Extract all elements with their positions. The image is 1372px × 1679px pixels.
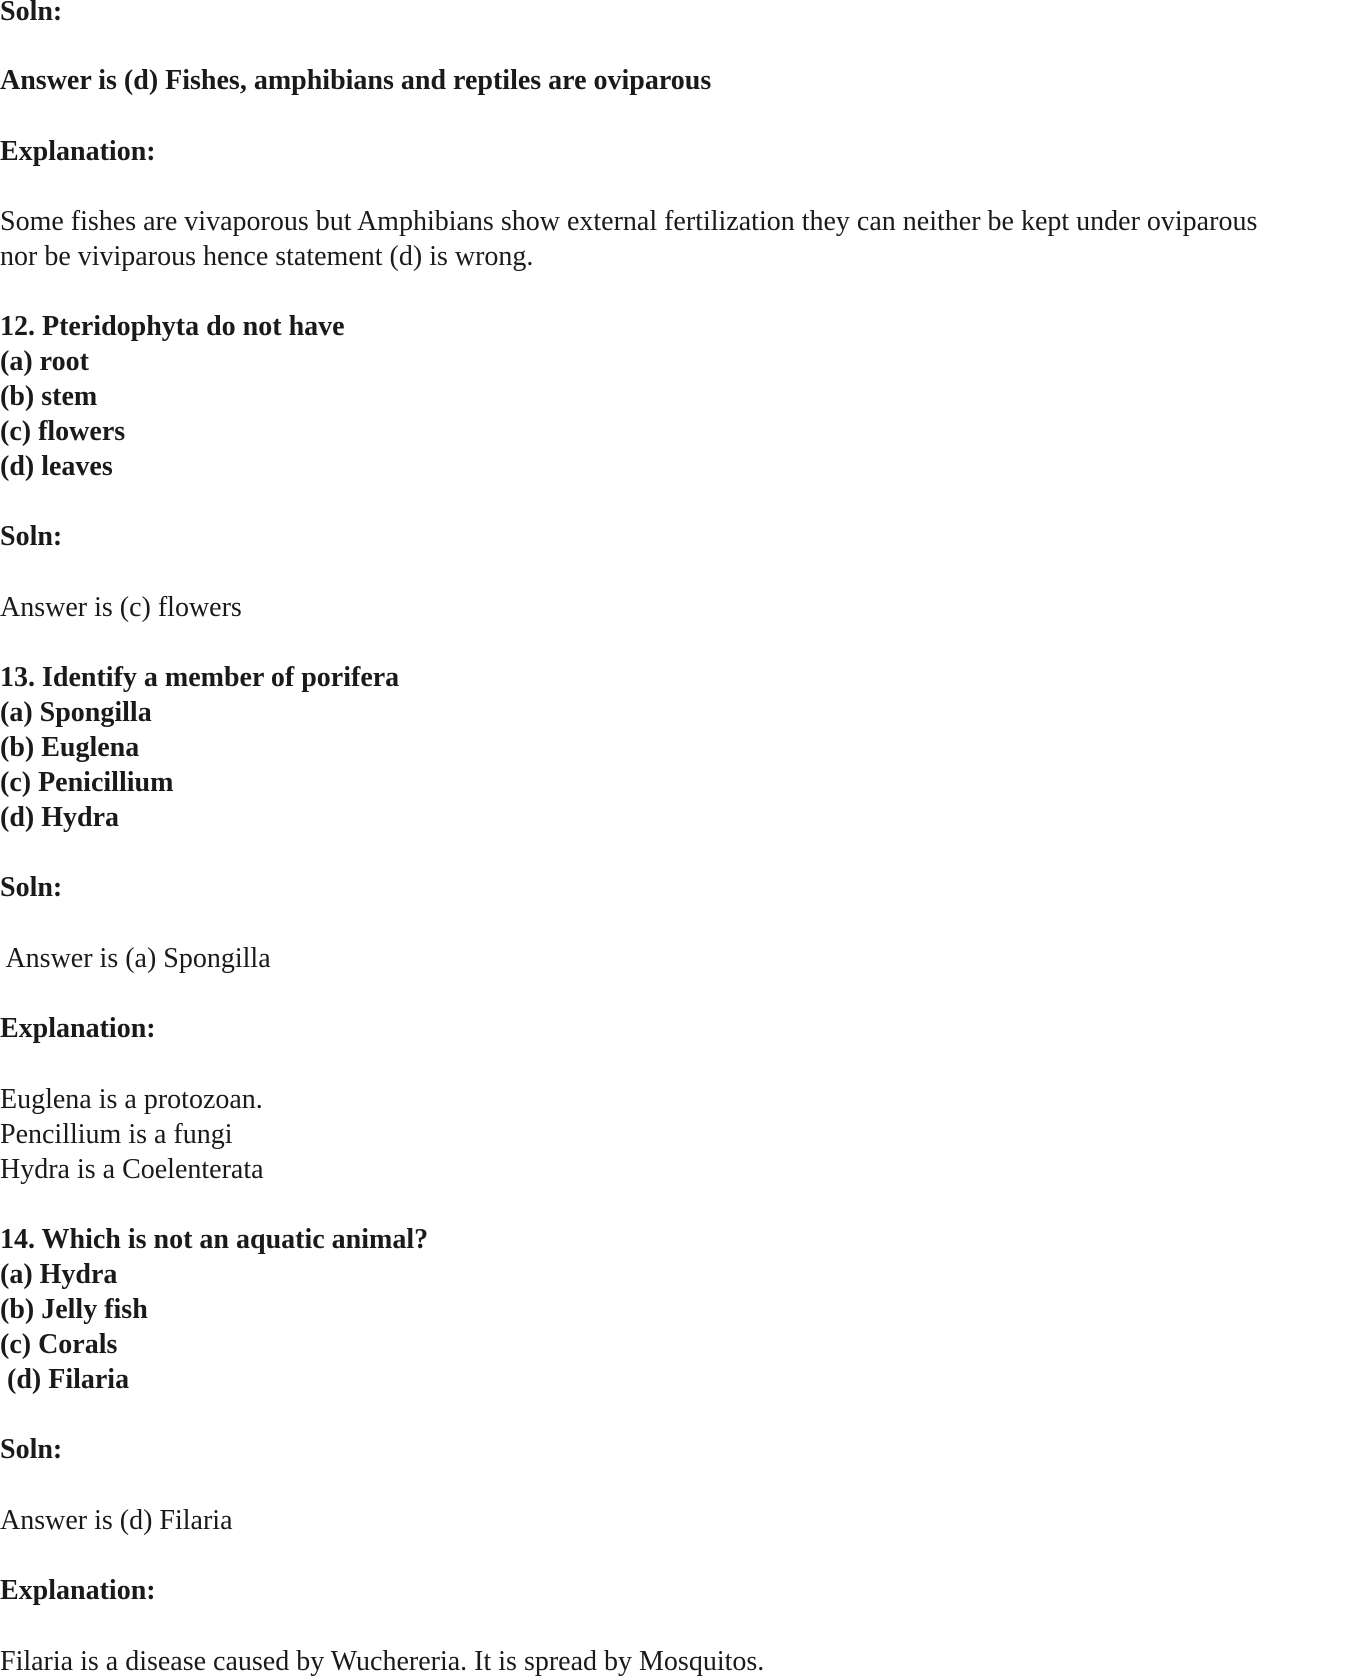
explanation-line: Pencillium is a fungi xyxy=(0,1119,233,1150)
option-a: (a) Hydra xyxy=(0,1259,118,1290)
question-title: 14. Which is not an aquatic animal? xyxy=(0,1224,429,1255)
option-b: (b) Euglena xyxy=(0,732,140,763)
explanation-label: Explanation: xyxy=(0,136,156,167)
option-a: (a) root xyxy=(0,346,89,377)
explanation-label: Explanation: xyxy=(0,1013,156,1044)
explanation-line: Euglena is a protozoan. xyxy=(0,1084,263,1115)
option-c: (c) Penicillium xyxy=(0,767,174,798)
explanation-line: Some fishes are vivaporous but Amphibians show external fertilization they can neither be kept under oviparous xyxy=(0,206,1258,237)
soln-label: Soln: xyxy=(0,521,63,552)
option-c: (c) Corals xyxy=(0,1329,118,1360)
soln-label: Soln: xyxy=(0,0,63,27)
explanation-line: Filaria is a disease caused by Wuchereria. It is spread by Mosquitos. xyxy=(0,1646,765,1677)
answer-text: Answer is (d) Fishes, amphibians and reptiles are oviparous xyxy=(0,65,712,96)
answer-text: Answer is (a) Spongilla xyxy=(0,943,271,974)
option-d: (d) Hydra xyxy=(0,802,119,833)
answer-text: Answer is (d) Filaria xyxy=(0,1505,233,1536)
option-c: (c) flowers xyxy=(0,416,126,447)
option-d: (d) Filaria xyxy=(0,1364,130,1395)
soln-label: Soln: xyxy=(0,1434,63,1465)
question-title: 13. Identify a member of porifera xyxy=(0,662,400,693)
explanation-line: Hydra is a Coelenterata xyxy=(0,1154,264,1185)
answer-text: Answer is (c) flowers xyxy=(0,592,242,623)
option-b: (b) stem xyxy=(0,381,98,412)
explanation-label: Explanation: xyxy=(0,1575,156,1606)
explanation-line: nor be viviparous hence statement (d) is wrong. xyxy=(0,241,534,272)
question-title: 12. Pteridophyta do not have xyxy=(0,311,345,342)
option-a: (a) Spongilla xyxy=(0,697,152,728)
soln-label: Soln: xyxy=(0,872,63,903)
option-d: (d) leaves xyxy=(0,451,113,482)
option-b: (b) Jelly fish xyxy=(0,1294,148,1325)
